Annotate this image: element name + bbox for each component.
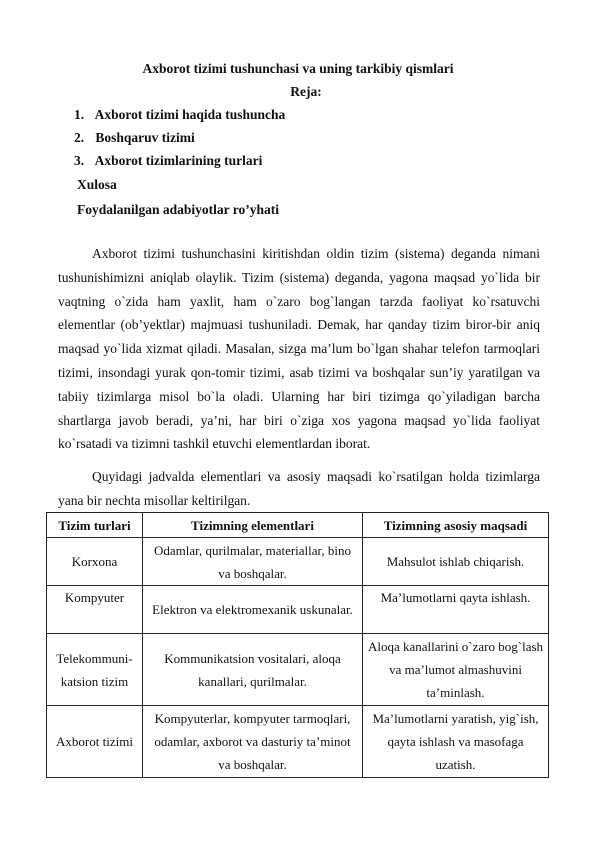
plan-item-number: 2. — [74, 130, 85, 145]
plan-references: Foydalanilgan adabiyotlar ro’yhati — [77, 202, 280, 217]
table-cell: Ma’lumotlarni yaratish, yig`ish, qayta ishlash va masofaga uzatish. — [363, 706, 549, 778]
table-cell: Aloqa kanallarini o`zaro bog`lash va ma’lumot almashuvini ta’minlash. — [363, 634, 549, 706]
table-cell: Kompyuter — [47, 586, 143, 634]
table-row — [47, 586, 549, 634]
table-cell: Odamlar, qurilmalar, materiallar, bino va boshqalar. — [143, 538, 363, 586]
body-paragraph: Axborot tizimi tushunchasini kiritishdan oldin tizim (sistema) deganda nimani tushunishimizni aniqlab olaylik. Tizim (sistema) deganda, yagona maqsad yo`lida bir vaqtning o`zida ham yaxlit, ham o`zaro bog`langan tarzda faoliyat ko`rsatuvchi elementlar (ob’yektlar) majmuasi tushuniladi. Demak, har qanday tizim biror-bir aniq maqsad yo`lida xizmat qiladi. Masalan, sizga ma’lum bo`lgan shahar telefon tarmoqlari tizimi, insondagi yurak qon-tomir tizimi, asab tizimi va boshqalar sun’iy yaratilgan va tabiiy tizimlarga misol bo`la oladi. Ularning har biri tizimga qo`yiladigan barcha shartlarga javob beradi, ya’ni, har biri o`ziga xos yagona maqsad yo`lida faoliyat ko`rsatadi va tizimni tashkil etuvchi elementlardan iborat. — [58, 246, 540, 452]
body-paragraph: Quyidagi jadvalda elementlari va asosiy maqsadi ko`rsatilgan holda tizimlarga yana bir nechta misollar keltirilgan. — [58, 469, 540, 508]
table-row — [47, 634, 549, 706]
table-cell: Korxona — [47, 538, 143, 586]
plan-item-text: Axborot tizimi haqida tushuncha — [94, 107, 286, 122]
plan-conclusion: Xulosa — [77, 177, 117, 192]
table-cell: Axborot tizimi — [47, 706, 143, 778]
table-header-cell: Tizim turlari — [47, 513, 143, 538]
table-row — [47, 706, 549, 778]
plan-item — [74, 130, 195, 146]
table-header-cell: Tizimning elementlari — [143, 513, 363, 538]
table-cell: Mahsulot ishlab chiqarish. — [363, 538, 549, 586]
table-row — [47, 538, 549, 586]
table-header-row — [47, 513, 549, 538]
plan-heading: Reja: — [290, 84, 322, 99]
plan-item-text: Axborot tizimlarining turlari — [94, 153, 263, 168]
document-title: Axborot tizimi tushunchasi va uning tarkibiy qismlari — [142, 61, 454, 76]
table-header-cell: Tizimning asosiy maqsadi — [363, 513, 549, 538]
plan-item-text: Boshqaruv tizimi — [95, 130, 195, 145]
plan-item — [74, 153, 262, 169]
table-cell: Kommunikatsion vositalari, aloqa kanallari, qurilmalar. — [143, 634, 363, 706]
plan-item — [74, 107, 285, 123]
table-cell: Kompyuterlar, kompyuter tarmoqlari, odamlar, axborot va dasturiy ta’minot va boshqalar. — [143, 706, 363, 778]
table-cell: Elektron va elektromexanik uskunalar. — [143, 586, 363, 634]
plan-item-number: 1. — [74, 107, 85, 122]
table-cell: Ma’lumotlarni qayta ishlash. — [363, 586, 549, 634]
systems-table — [46, 512, 549, 778]
plan-item-number: 3. — [74, 153, 85, 168]
table-cell: Telekommuni-katsion tizim — [47, 634, 143, 706]
